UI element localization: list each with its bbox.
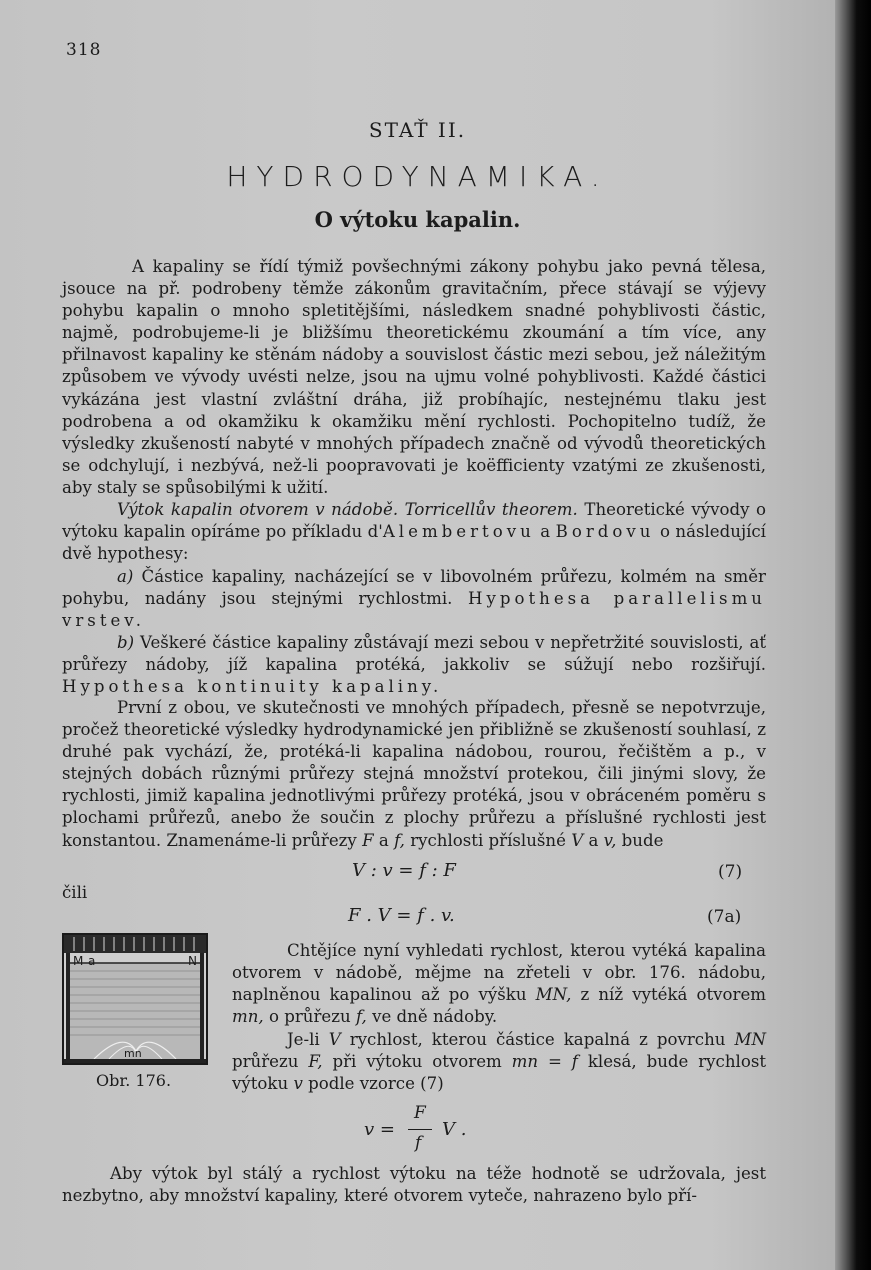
page-spine-edge [835,0,871,1270]
name-borda: Bordovu [555,522,655,542]
figure-176-vessel [62,933,208,1065]
equation-torricelli: v = F f V . [364,1103,467,1153]
hypothesis-b: b) Veškeré částice kapaliny zůstávají mezi sebou v nepřetržité souvislosti, ať průřezy nádoby, jíž kapalina protéká, jakkoliv se súžují nebo rozšiřují. Hypothesa kontinuity kapaliny. [62,633,767,697]
fig-label-a: a [88,954,96,968]
paragraph-hypotheses: Výtok kapalin otvorem v nádobě. Torricellův theorem. Theoretické vývody o výtoku kapalin opíráme po příkladu d'Alembertovu a Bordovu o následující dvě hypothesy: [62,500,767,564]
name-alembert: Alembertovu [382,522,535,542]
subtitle: O výtoku kapalin. [314,207,521,232]
vessel-drawing [64,935,206,1063]
chapter-title: HYDRODYNAMIKA. [226,160,609,193]
paragraph-velocity: Je-li V rychlost, kterou částice kapalná z povrchu MN průřezu F, při výtoku otvorem mn = f klesá, bude rychlost výtoku v podle vzorce (7) [232,1030,767,1094]
section-heading: STAŤ II. [368,118,467,142]
fig-label-M: M [73,954,84,968]
hypothesis-a: a) Částice kapaliny, nacházející se v libovolném průřezu, kolmém na směr pohybu, nadány jsou stejnými rychlostmi. Hypothesa parallelismu vrstev. [62,567,766,631]
fig-label-N: N [188,954,197,968]
paragraph-intro: A kapaliny se řídí týmiž povšechnými zákony pohybu jako pevná tělesa, jsouce na př. podrobeny těmže zákonům gravitačním, přece stávají se výjevy pohybu kapalin o mnoho spletitějšími, následkem snadné pohyblivosti částic, najmě, podrobujeme-li je bližšímu theoretickému zkoumání a tím více, any přilnavost kapaliny ke stěnám nádoby a souvislost částic mezi sebou, jež náležitým způsobem ve vývody uvésti nelze, jsou na ujmu volné pohyblivosti. Každé částici vykázána jest vlastní zvláštní dráha, již probíhajíc, nestejnému tlaku jest podrobena a od okamžiku k okamžiku mění rychlosti. Pochopitelno tudíž, že výsledky zkušeností nabyté v mnohých případech značně od vývodů theoretických se odchylují, i nezbývá, než-li poopravovati je koëfficienty vzatými ze zkušenosti, aby staly se spůsobilými k užití. [62,257,766,497]
equation-7-number: (7) [718,862,743,882]
fraction-bar [408,1129,432,1130]
equation-7a: F . V = f . v. [348,905,455,926]
paragraph-continuity: První z obou, ve skutečnosti ve mnohých případech, přesně se nepotvrzuje, pročež theoretické výsledky hydrodynamické jen přibližně se zkušeností souhlasí, z druhé pak vychází, že, protéká-li kapalina nádobou, rourou, řečištěm a p., v stejných dobách různými průřezy stejná množství protekou, čili jinými slovy, že rychlosti, jimiž kapalina jednotlivými průřezy protéká, jsou v obráceném poměru s plochami průřezů, anebo že součin z plochy průřezu a příslušné rychlosti jest konstantou. Znamenáme-li průřezy F a f, rychlosti příslušné V a v, bude [62,698,766,850]
fig-label-mn: mn [124,1047,142,1060]
equation-7: V : v = f : F [352,860,456,881]
torricelli-heading: Výtok kapalin otvorem v nádobě. Torricellův theorem. [117,500,578,519]
word-cili: čili [62,883,88,902]
paragraph-steady-flow: Aby výtok byl stálý a rychlost výtoku na téže hodnotě se udržovala, jest nezbytno, aby množství kapaliny, které otvorem vyteče, nahrazeno bylo pří- [62,1164,766,1206]
figure-caption: Obr. 176. [96,1071,172,1090]
page-number: 318 [66,40,102,60]
paragraph-vessel: Chtějíce nyní vyhledati rychlost, kterou vytéká kapalina otvorem v nádobě, mějme na zřeteli v obr. 176. nádobu, naplněnou kapalinou až po výšku MN, z níž vytéká otvorem mn, o průřezu f, ve dně nádoby. [232,941,767,1027]
equation-7a-number: (7a) [707,907,742,927]
